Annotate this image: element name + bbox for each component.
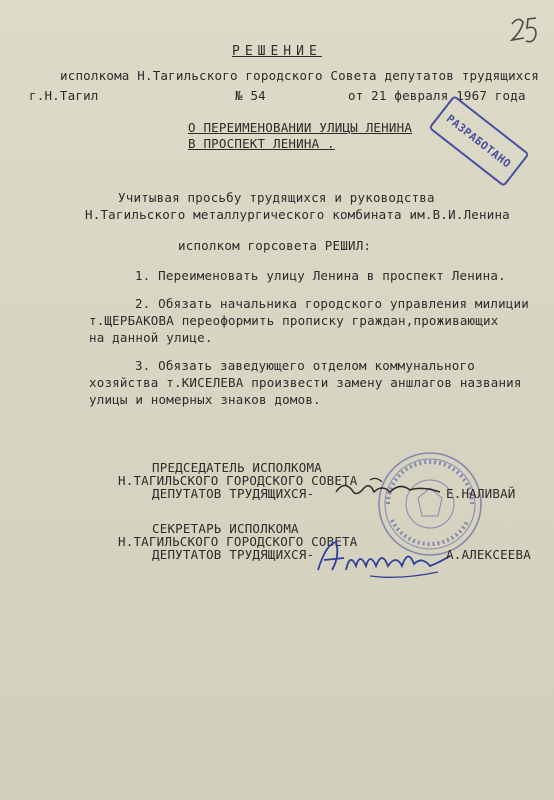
secretary-title-line-1: СЕКРЕТАРЬ ИСПОЛКОМА [152, 521, 299, 536]
subject-line-2: В ПРОСПЕКТ ЛЕНИНА . [188, 136, 335, 151]
secretary-title-line-3: ДЕПУТАТОВ ТРУДЯЩИХСЯ- [152, 547, 315, 562]
item-3-line-3: улицы и номерных знаков домов. [89, 392, 321, 407]
chair-title-line-1: ПРЕДСЕДАТЕЛЬ ИСПОЛКОМА [152, 460, 322, 475]
approved-stamp-text: РАЗРАБОТАНО [444, 111, 514, 171]
document-number: № 54 [235, 88, 266, 103]
chair-name: Е.НАЛИВАЙ [446, 486, 516, 501]
secretary-title-line-2: Н.ТАГИЛЬСКОГО ГОРОДСКОГО СОВЕТА [118, 534, 358, 549]
document-title: РЕШЕНИЕ [232, 44, 322, 59]
item-2-line-2: т.ЩЕРБАКОВА переоформить прописку граждан,проживающих [89, 313, 499, 328]
secretary-signature [310, 536, 460, 582]
document-date: от 21 февраля 1967 года [348, 88, 526, 103]
approved-stamp [428, 95, 530, 187]
secretary-name: А.АЛЕКСЕЕВА [446, 547, 531, 562]
item-3-line-2: хозяйства т.КИСЕЛЕВА произвести замену аншлагов названия [89, 375, 522, 390]
item-3-line-1: 3. Обязать заведующего отделом коммунального [135, 358, 475, 373]
issuer-line: исполкома Н.Тагильского городского Совета депутатов трудящихся [60, 68, 539, 83]
preamble-line-3: исполком горсовета РЕШИЛ: [178, 238, 372, 253]
chair-title-line-2: Н.ТАГИЛЬСКОГО ГОРОДСКОГО СОВЕТА [118, 473, 358, 488]
subject-line-1: О ПЕРЕИМЕНОВАНИИ УЛИЦЫ ЛЕНИНА [188, 120, 413, 135]
item-1: 1. Переименовать улицу Ленина в проспект Ленина. [135, 268, 506, 283]
page-number-handwritten [508, 14, 542, 50]
chair-title-line-3: ДЕПУТАТОВ ТРУДЯЩИХСЯ- [152, 486, 315, 501]
item-2-line-1: 2. Обязать начальника городского управления милиции [135, 296, 530, 311]
item-2-line-3: на данной улице. [89, 330, 213, 345]
preamble-line-2: Н.Тагильского металлургического комбината им.В.И.Ленина [85, 207, 510, 222]
chair-signature [330, 474, 448, 506]
preamble-line-1: Учитывая просьбу трудящихся и руководства [118, 190, 435, 205]
place: г.Н.Тагил [29, 88, 99, 103]
